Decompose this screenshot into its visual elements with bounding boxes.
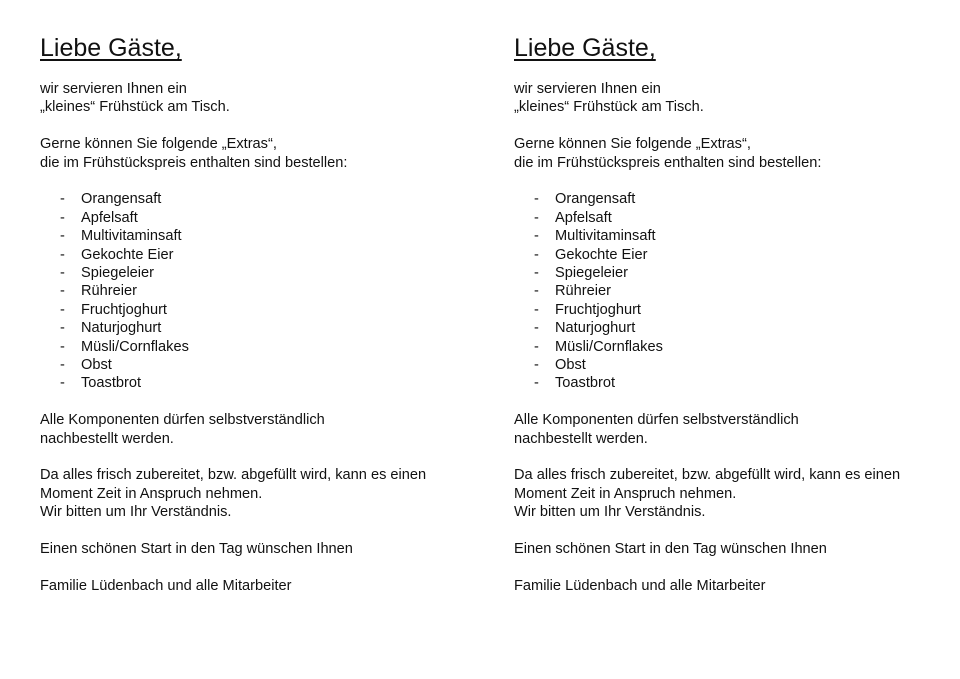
refill-note [514, 411, 954, 448]
bullet-dash: - [60, 228, 65, 245]
list-item-label: Spiegeleier [555, 265, 629, 282]
list-item-label: Toastbrot [81, 375, 142, 392]
signature-line: Familie Lüdenbach und alle Mitarbeiter [514, 577, 766, 594]
list-item [40, 264, 480, 282]
list-item-label: Apfelsaft [81, 209, 138, 226]
list-item [40, 374, 480, 392]
list-item [40, 301, 480, 319]
bullet-dash: - [60, 246, 65, 263]
bullet-dash: - [534, 191, 539, 208]
bullet-dash: - [534, 246, 539, 263]
list-item-label: Naturjoghurt [81, 320, 162, 337]
list-item-label: Obst [81, 357, 112, 374]
intro-line: wir servieren Ihnen ein [514, 81, 661, 97]
bullet-dash: - [60, 265, 65, 282]
extras-list [40, 190, 480, 392]
list-item-label: Müsli/Cornflakes [81, 338, 189, 355]
list-item-label: Apfelsaft [555, 209, 612, 226]
extras-intro-line: Gerne können Sie folgende „Extras“, [40, 136, 277, 153]
list-item [514, 301, 954, 319]
list-item-label: Rühreier [81, 283, 137, 300]
intro-line: „kleines“ Frühstück am Tisch. [40, 99, 230, 116]
notice-card-left [40, 32, 480, 614]
bullet-dash: - [60, 191, 65, 208]
extras-intro-line: Gerne können Sie folgende „Extras“, [514, 136, 751, 153]
bullet-dash: - [534, 320, 539, 337]
wait-note-line: Moment Zeit in Anspruch nehmen. [514, 485, 737, 502]
bullet-dash: - [534, 301, 539, 318]
bullet-dash: - [60, 209, 65, 226]
refill-note-line: Alle Komponenten dürfen selbstverständlich [514, 412, 799, 429]
bullet-dash: - [534, 228, 539, 245]
closing-line: Einen schönen Start in den Tag wünschen Ihnen [514, 541, 827, 558]
list-item [40, 209, 480, 227]
bullet-dash: - [534, 338, 539, 355]
notice-card-right [514, 32, 954, 614]
extras-list [514, 190, 954, 392]
list-item-label: Müsli/Cornflakes [555, 338, 663, 355]
list-item [40, 246, 480, 264]
list-item-label: Multivitaminsaft [81, 228, 182, 245]
list-item [514, 282, 954, 300]
bullet-dash: - [60, 320, 65, 337]
list-item-label: Orangensaft [81, 191, 162, 208]
bullet-dash: - [534, 375, 539, 392]
intro-paragraph [514, 80, 954, 117]
list-item-label: Fruchtjoghurt [81, 301, 167, 318]
list-item [40, 319, 480, 337]
intro-line: „kleines“ Frühstück am Tisch. [514, 99, 704, 116]
list-item [40, 338, 480, 356]
greeting-heading: Liebe Gäste, [40, 34, 182, 62]
list-item [514, 338, 954, 356]
wait-note-line: Wir bitten um Ihr Verständnis. [40, 504, 232, 521]
list-item-label: Gekochte Eier [555, 246, 648, 263]
list-item [514, 319, 954, 337]
bullet-dash: - [534, 283, 539, 300]
closing-line: Einen schönen Start in den Tag wünschen Ihnen [40, 541, 353, 558]
list-item [40, 282, 480, 300]
extras-intro-line: die im Frühstückspreis enthalten sind bestellen: [514, 154, 822, 171]
list-item [514, 264, 954, 282]
refill-note [40, 411, 480, 448]
bullet-dash: - [60, 338, 65, 355]
list-item-label: Gekochte Eier [81, 246, 174, 263]
wait-note-line: Da alles frisch zubereitet, bzw. abgefüllt wird, kann es einen [40, 467, 427, 484]
list-item-label: Rühreier [555, 283, 611, 300]
wait-note [40, 466, 480, 521]
bullet-dash: - [60, 375, 65, 392]
refill-note-line: Alle Komponenten dürfen selbstverständlich [40, 412, 325, 429]
wait-note-line: Wir bitten um Ihr Verständnis. [514, 504, 706, 521]
signature-line: Familie Lüdenbach und alle Mitarbeiter [40, 577, 292, 594]
list-item [40, 190, 480, 208]
list-item [514, 246, 954, 264]
extras-intro-paragraph [40, 135, 480, 172]
list-item-label: Spiegeleier [81, 265, 155, 282]
bullet-dash: - [60, 301, 65, 318]
list-item-label: Orangensaft [555, 191, 636, 208]
bullet-dash: - [60, 283, 65, 300]
list-item-label: Obst [555, 357, 586, 374]
wait-note-line: Da alles frisch zubereitet, bzw. abgefüllt wird, kann es einen [514, 467, 901, 484]
bullet-dash: - [60, 357, 65, 374]
greeting-heading: Liebe Gäste, [514, 34, 656, 62]
bullet-dash: - [534, 357, 539, 374]
extras-intro-line: die im Frühstückspreis enthalten sind bestellen: [40, 154, 348, 171]
list-item [40, 227, 480, 245]
bullet-dash: - [534, 265, 539, 282]
list-item [40, 356, 480, 374]
list-item-label: Multivitaminsaft [555, 228, 656, 245]
refill-note-line: nachbestellt werden. [40, 430, 174, 447]
extras-intro-paragraph [514, 135, 954, 172]
wait-note-line: Moment Zeit in Anspruch nehmen. [40, 485, 263, 502]
list-item [514, 190, 954, 208]
bullet-dash: - [534, 209, 539, 226]
list-item-label: Naturjoghurt [555, 320, 636, 337]
wait-note [514, 466, 954, 521]
list-item [514, 227, 954, 245]
list-item [514, 356, 954, 374]
list-item [514, 209, 954, 227]
refill-note-line: nachbestellt werden. [514, 430, 648, 447]
intro-line: wir servieren Ihnen ein [40, 81, 187, 97]
intro-paragraph [40, 80, 480, 117]
list-item [514, 374, 954, 392]
list-item-label: Toastbrot [555, 375, 616, 392]
list-item-label: Fruchtjoghurt [555, 301, 641, 318]
